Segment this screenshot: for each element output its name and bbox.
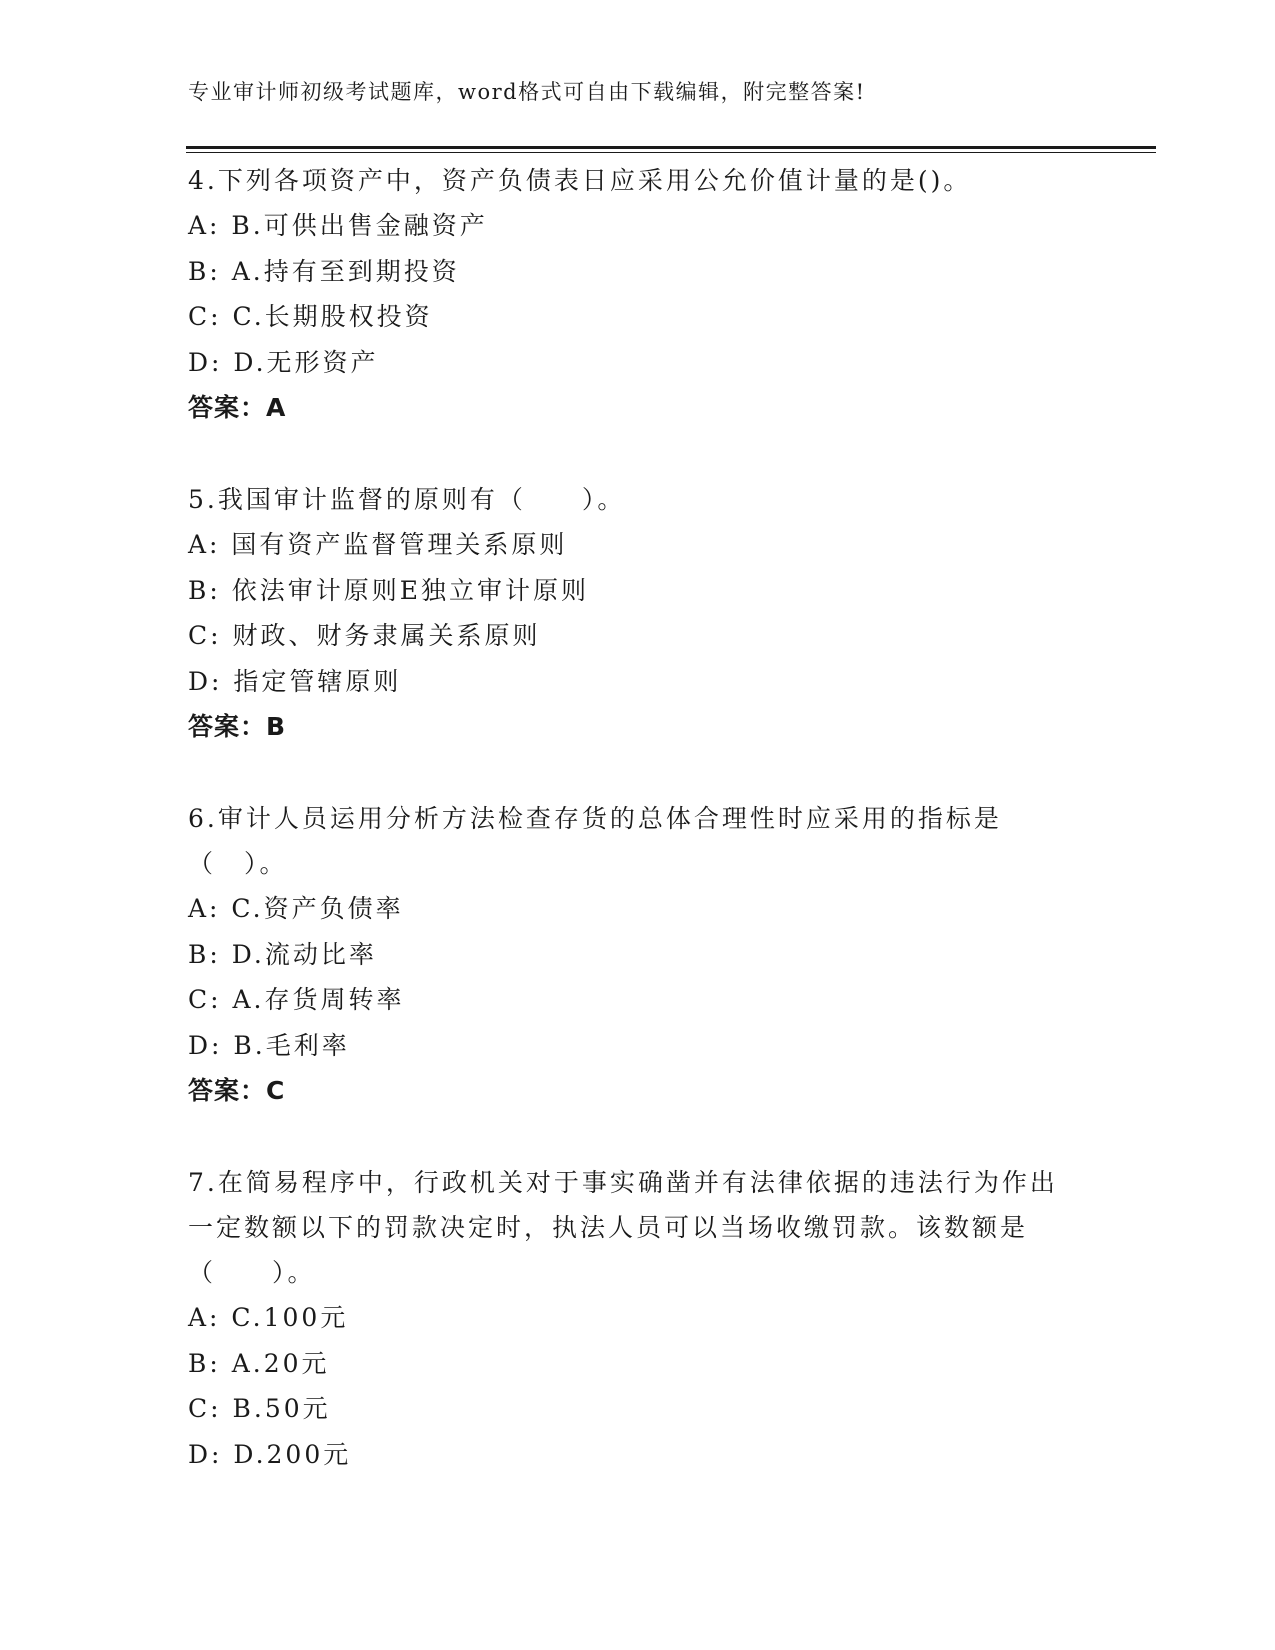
option-a: A: B.可供出售金融资产 <box>188 211 488 240</box>
header-rule-thin <box>186 152 1156 153</box>
option-b: B: A.持有至到期投资 <box>188 256 460 286</box>
option-d: D: D.200元 <box>188 1439 352 1469</box>
question-5 <box>188 477 1068 750</box>
question-text: 5.我国审计监督的原则有（ ）。 <box>188 485 626 514</box>
option-b: B: 依法审计原则E独立审计原则 <box>188 575 589 605</box>
option-d: D: D.无形资产 <box>188 347 379 377</box>
question-6 <box>188 796 1068 1114</box>
answer: 答案：B <box>188 712 287 741</box>
question-text: 6.审计人员运用分析方法检查存货的总体合理性时应采用的指标是（ ）。 <box>188 804 1002 878</box>
header-rule-thick <box>186 146 1156 149</box>
option-d: D: B.毛利率 <box>188 1030 350 1060</box>
page-header: 专业审计师初级考试题库，word格式可自由下载编辑，附完整答案! <box>188 80 866 104</box>
question-text: 7.在简易程序中，行政机关对于事实确凿并有法律依据的违法行为作出一定数额以下的罚款决定时，执法人员可以当场收缴罚款。该数额是（ ）。 <box>188 1168 1058 1287</box>
option-a: A: C.资产负债率 <box>188 894 404 923</box>
option-c: C: B.50元 <box>188 1394 331 1423</box>
question-text: 4.下列各项资产中，资产负债表日应采用公允价值计量的是()。 <box>188 166 972 195</box>
answer: 答案：C <box>188 1076 286 1105</box>
option-d: D: 指定管辖原则 <box>188 666 402 696</box>
option-a: A: 国有资产监督管理关系原则 <box>188 530 568 559</box>
option-b: B: D.流动比率 <box>188 939 377 969</box>
option-b: B: A.20元 <box>188 1348 330 1378</box>
question-4 <box>188 158 1068 431</box>
option-a: A: C.100元 <box>188 1303 349 1332</box>
question-7 <box>188 1160 1068 1477</box>
option-c: C: A.存货周转率 <box>188 985 405 1014</box>
option-c: C: 财政、财务隶属关系原则 <box>188 621 541 650</box>
option-c: C: C.长期股权投资 <box>188 302 433 331</box>
answer: 答案：A <box>188 393 287 422</box>
question-list <box>188 158 1068 1523</box>
